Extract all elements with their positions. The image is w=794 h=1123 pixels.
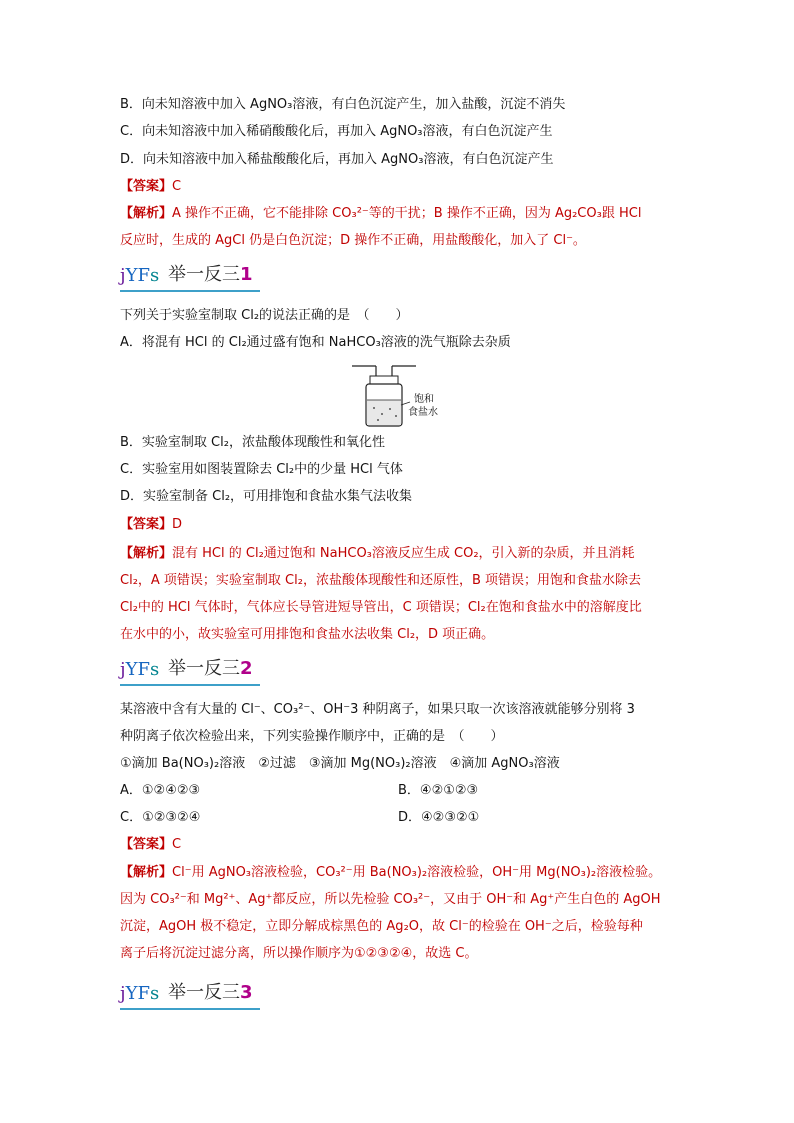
answer-value: C — [172, 179, 182, 194]
q2-analysis-line-4: 离子后将沉淀过滤分离，所以操作顺序为①②③②④，故选 C。 — [120, 946, 478, 961]
q2-answer: 【答案】C — [120, 837, 182, 852]
q1-option-d: D．实验室制备 Cl₂，可用排饱和食盐水集气法收集 — [120, 489, 413, 504]
section-title: 举一反三2 — [168, 658, 253, 679]
q2-analysis-line-2: 因为 CO₃²⁻和 Mg²⁺、Ag⁺都反应，所以先检验 CO₃²⁻，又由于 OH⁻和 Ag⁺产生白色的 AgOH — [120, 892, 661, 907]
q1-analysis-line-3: Cl₂中的 HCl 气体时，气体应长导管进短导管出，C 项错误；Cl₂在饱和食盐水中的溶解度比 — [120, 600, 642, 615]
figure-label-2: 食盐水 — [408, 407, 438, 418]
q2-steps: ①滴加 Ba(NO₃)₂溶液 ②过滤 ③滴加 Mg(NO₃)₂溶液 ④滴加 AgNO₃溶液 — [120, 756, 560, 771]
q2-option-d: D．④②③②① — [398, 810, 480, 825]
q2-analysis-line-1: 【解析】Cl⁻用 AgNO₃溶液检验，CO₃²⁻用 Ba(NO₃)₂溶液检验，OH⁻用 Mg(NO₃)₂溶液检验。 — [120, 865, 662, 880]
heading-underline — [120, 1008, 260, 1010]
prev-answer — [120, 178, 181, 196]
section-heading-1 — [120, 262, 260, 292]
q1-analysis-line-2: Cl₂，A 项错误；实验室制取 Cl₂，浓盐酸体现酸性和还原性，B 项错误；用饱和食盐水除去 — [120, 573, 642, 588]
heading-underline — [120, 684, 260, 686]
q2-analysis-line-3: 沉淀，AgOH 极不稳定，立即分解成棕黑色的 Ag₂O，故 Cl⁻的检验在 OH⁻之后，检验每种 — [120, 919, 643, 934]
q1-option-a: A．将混有 HCl 的 Cl₂通过盛有饱和 NaHCO₃溶液的洗气瓶除去杂质 — [120, 335, 511, 350]
q2-option-c: C．①②③②④ — [120, 810, 201, 825]
prev-analysis-line-1: 【解析】A 操作不正确，它不能排除 CO₃²⁻等的干扰；B 操作不正确，因为 Ag₂CO₃跟 HCl — [120, 206, 642, 221]
q1-answer: 【答案】D — [120, 517, 183, 532]
q2-stem-line-1: 某溶液中含有大量的 Cl⁻、CO₃²⁻、OH⁻3 种阴离子，如果只取一次该溶液就能够分别将 3 — [120, 702, 635, 717]
q2-option-b: B．④②①②③ — [398, 783, 479, 798]
prev-option-b: B．向未知溶液中加入 AgNO₃溶液，有白色沉淀产生，加入盐酸，沉淀不消失 — [120, 97, 566, 112]
answer-tag: 【答案】 — [120, 179, 173, 194]
q1-analysis-line-4: 在水中的小，故实验室可用排饱和食盐水法收集 Cl₂，D 项正确。 — [120, 627, 495, 642]
wash-bottle-icon — [346, 360, 456, 430]
q1-analysis-line-1: 【解析】混有 HCl 的 Cl₂通过饱和 NaHCO₃溶液反应生成 CO₂，引入新的杂质，并且消耗 — [120, 546, 635, 561]
figure-label-1: 饱和 — [414, 394, 434, 405]
prev-option-d: D．向未知溶液中加入稀盐酸酸化后，再加入 AgNO₃溶液，有白色沉淀产生 — [120, 152, 554, 167]
brand-logo: jYFs — [120, 659, 160, 680]
q1-option-c: C．实验室用如图装置除去 Cl₂中的少量 HCl 气体 — [120, 462, 403, 477]
brand-logo: jYFs — [120, 983, 160, 1004]
section-title: 举一反三1 — [168, 264, 253, 285]
section-title: 举一反三3 — [168, 982, 253, 1003]
heading-underline — [120, 290, 260, 292]
section-heading-2 — [120, 656, 260, 686]
analysis-tag: 【解析】 — [120, 206, 173, 221]
prev-option-c: C．向未知溶液中加入稀硝酸酸化后，再加入 AgNO₃溶液，有白色沉淀产生 — [120, 124, 553, 139]
section-heading-3 — [120, 980, 260, 1010]
q1-option-b: B．实验室制取 Cl₂，浓盐酸体现酸性和氧化性 — [120, 435, 385, 450]
q1-stem: 下列关于实验室制取 Cl₂的说法正确的是 （ ） — [120, 308, 409, 323]
q2-stem-line-2: 种阴离子依次检验出来，下列实验操作顺序中，正确的是 （ ） — [120, 729, 504, 744]
prev-analysis-line-2: 反应时，生成的 AgCl 仍是白色沉淀；D 操作不正确，用盐酸酸化，加入了 Cl⁻。 — [120, 233, 586, 248]
brand-logo: jYFs — [120, 265, 160, 286]
q2-option-a: A．①②④②③ — [120, 783, 201, 798]
wash-bottle-figure — [346, 360, 456, 430]
